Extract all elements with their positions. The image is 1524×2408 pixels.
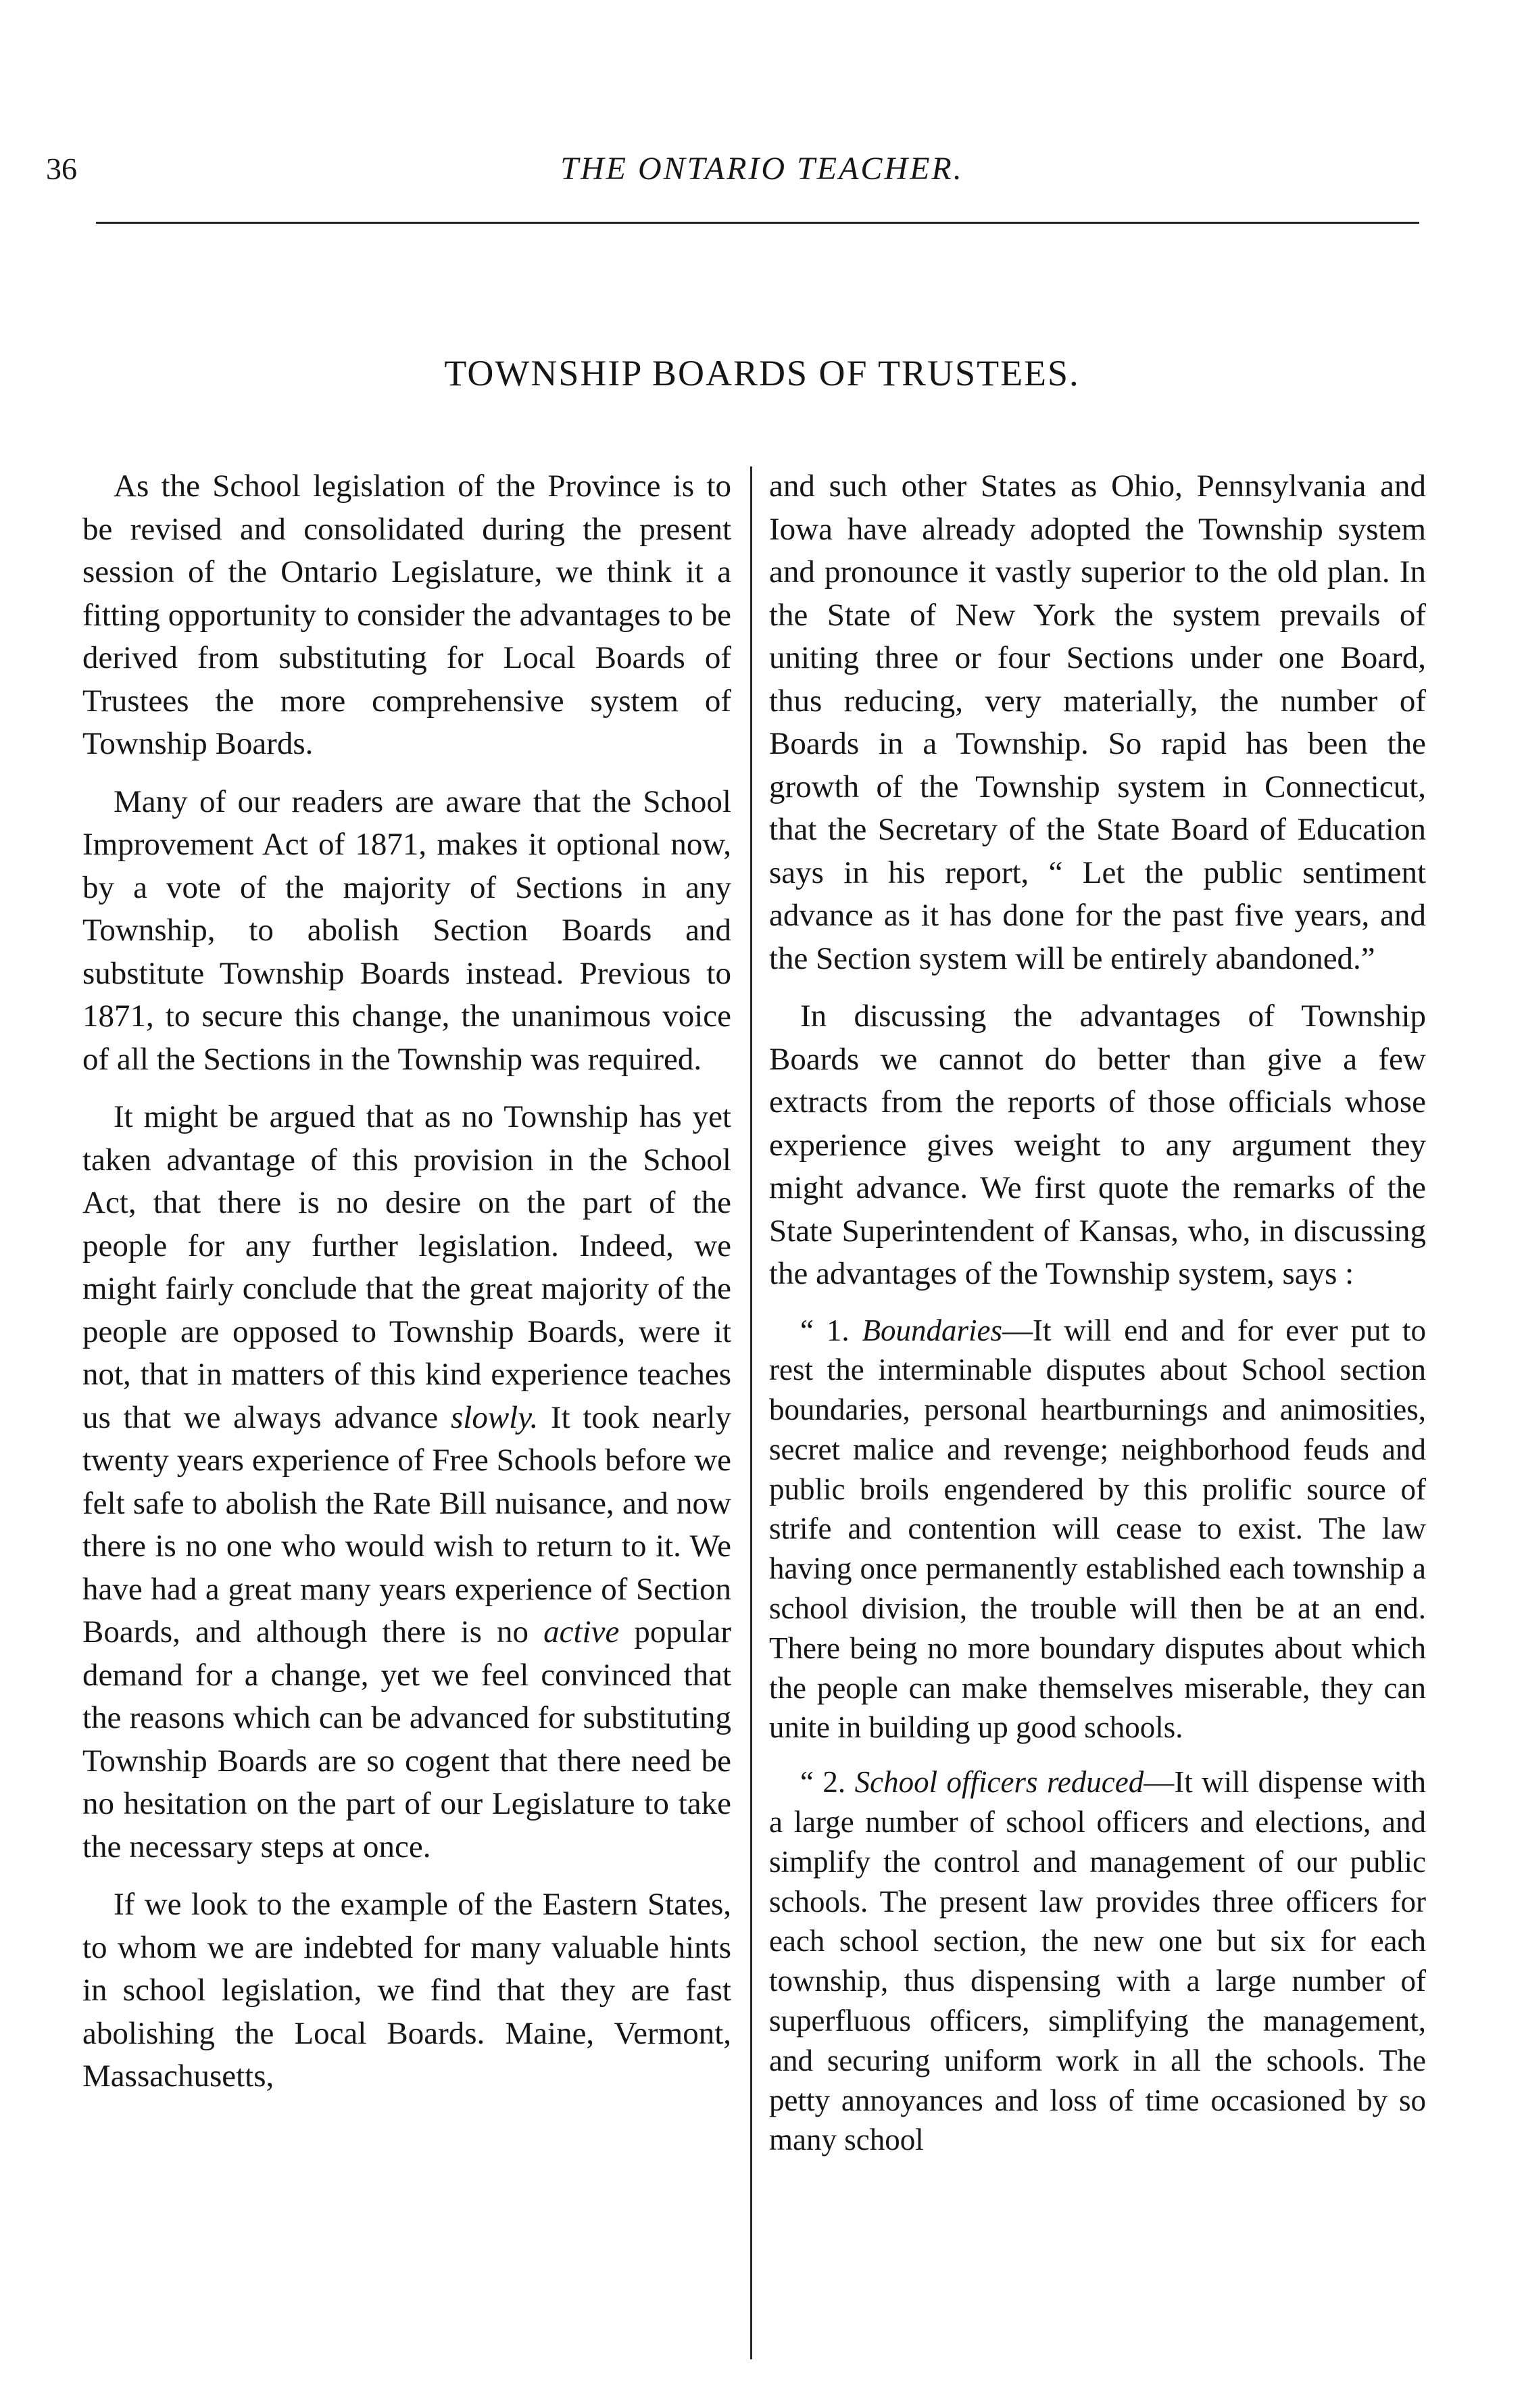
paragraph: Many of our readers are aware that the School Improvement Act of 1871, makes it optional now, by a vote of the majority of Sections in any Township, to abolish Section Boards and substitute Township Boards instead. Previous to 1871, to secure this change, the unanimous voice of all the Sections in the Township was required. (82, 784, 731, 1077)
quote-heading: Boundaries (862, 1313, 1002, 1347)
paragraph: As the School legislation of the Province is to be revised and consolidated during the present session of the Ontario Legislature, we think it a fitting opportunity to consider the advantages to be derived from substituting for Local Boards of Trustees the more comprehensive system of Township Boards. (82, 468, 731, 761)
text-run: It took nearly twenty years experience of Free Schools before we felt safe to abolish the Rate Bill nuisance, and now there is no one who would wish to return to it. We have had a great many years experience of Section Boards, and although there is no (82, 1399, 732, 1650)
emphasis-slowly: slowly. (450, 1399, 539, 1435)
left-column (82, 465, 731, 2113)
quote-number: “ 1. (800, 1313, 862, 1347)
quote-boundaries (769, 1311, 1426, 1748)
emphasis-active: active (543, 1614, 620, 1650)
quote-number: “ 2. (800, 1765, 855, 1800)
paragraph-continued: and such other States as Ohio, Pennsylvania and Iowa have already adopted the Township system and pronounce it vastly superior to the old plan. In the State of New York the system prevails of uniting three or four Sections under one Board, thus reducing, very materially, the number of Boards in a Township. So rapid has been the growth of the Township system in Connecticut, that the Secretary of the State Board of Education says in his report, “ Let the public sentiment advance as it has done for the past five years, and the Section system will be entirely abandoned.” (769, 468, 1426, 976)
paragraph (82, 1096, 731, 1869)
quote-heading: School officers reduced (854, 1765, 1144, 1800)
header-rule (96, 222, 1419, 224)
quote-text: —It will end and for ever put to rest the interminable disputes about School section boundaries, personal heartburnings and animosities, secret malice and revenge; neighborhood feuds and public broils engendered by this prolific source of strife and contention will cease to exist. The law having once permanently established each township a school division, the trouble will then be at an end. There being no more boundary disputes about which the people can make themselves miserable, they can unite in building up good schools. (769, 1313, 1426, 1745)
running-title: THE ONTARIO TEACHER. (560, 151, 964, 187)
text-run: popular demand for a change, yet we feel convinced that the reasons which can be advanced for substituting Township Boards are so cogent that there need be no hesitation on the part of our Legislature to take the necessary steps at once. (82, 1614, 731, 1864)
quote-text: —It will dispense with a large number of school officers and elections, and simplify the control and management of our public schools. The present law provides three officers for each school section, the new one but six for each township, thus dispensing with a large number of superfluous officers, simplifying the management, and securing uniform work in all the schools. The petty annoyances and loss of time occasioned by so many school (769, 1765, 1427, 2157)
text-run: It might be argued that as no Township has yet taken advantage of this provision in the School Act, that there is no desire on the part of the people for any further legislation. Indeed, we might fairly conclude that the great majority of the people are opposed to Township Boards, were it not, that in matters of this kind experience teaches us that we always advance (82, 1099, 731, 1435)
paragraph: In discussing the advantages of Township Boards we cannot do better than give a few extracts from the reports of those officials whose experience gives weight to any argument they might advance. We first quote the remarks of the State Superintendent of Kansas, who, in discussing the advantages of the Township system, says : (769, 998, 1426, 1291)
quote-school-officers (769, 1762, 1426, 2160)
paragraph: If we look to the example of the Eastern States, to whom we are indebted for many valuable hints in school legislation, we find that they are fast abolishing the Local Boards. Maine, Vermont, Massachusetts, (82, 1887, 731, 2094)
page-number: 36 (46, 151, 77, 186)
right-column (769, 465, 1426, 2175)
article-title: TOWNSHIP BOARDS OF TRUSTEES. (444, 353, 1080, 393)
column-divider (750, 466, 752, 2359)
